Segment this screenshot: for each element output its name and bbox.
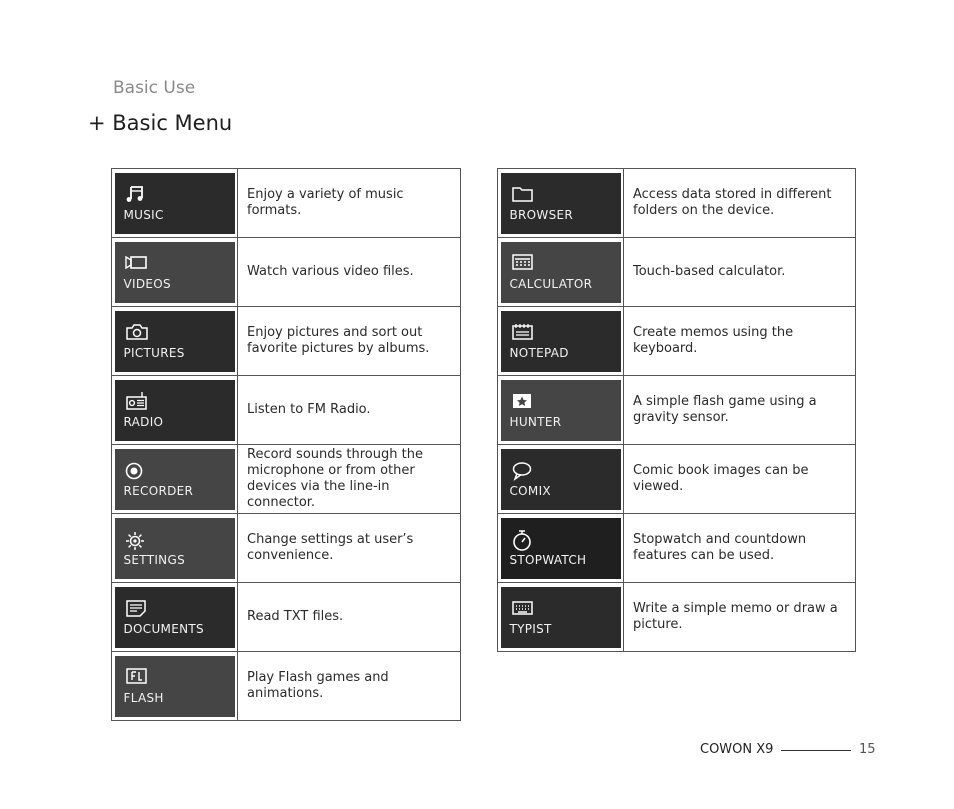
calculator-tile	[501, 242, 621, 303]
stopwatch-icon	[511, 529, 535, 553]
keyboard-icon	[511, 598, 535, 618]
flash-icon	[125, 667, 149, 687]
stopwatch-tile	[501, 518, 621, 579]
item-description: Comic book images can be viewed.	[633, 463, 809, 494]
left-menu-table	[111, 168, 461, 721]
table-row	[112, 445, 460, 514]
videos-tile	[115, 242, 235, 303]
item-description: Write a simple memo or draw a picture.	[633, 601, 838, 632]
camera-icon	[125, 322, 149, 342]
tile-label: RADIO	[123, 414, 164, 429]
tile-label: RECORDER	[123, 483, 194, 498]
table-row	[112, 307, 460, 376]
table-row	[498, 583, 855, 651]
documents-tile	[115, 587, 235, 648]
settings-tile	[115, 518, 235, 579]
table-row	[498, 445, 855, 514]
calculator-icon	[511, 253, 535, 273]
table-row	[112, 376, 460, 445]
item-description: Touch-based calculator.	[633, 264, 786, 279]
footer-divider	[781, 750, 851, 751]
item-description: Listen to FM Radio.	[247, 402, 371, 417]
item-description: Stopwatch and countdown features can be used.	[633, 532, 807, 563]
document-icon	[125, 598, 149, 618]
item-description: Watch various video files.	[247, 264, 414, 279]
comix-tile	[501, 449, 621, 510]
item-description: Enjoy a variety of music formats.	[247, 187, 404, 218]
table-row	[498, 514, 855, 583]
item-description: Record sounds through the microphone or from other devices via the line-in connector.	[247, 447, 423, 510]
recorder-tile	[115, 449, 235, 510]
music-tile	[115, 173, 235, 234]
folder-icon	[511, 184, 535, 204]
tile-label: DOCUMENTS	[123, 621, 204, 636]
tile-label: SETTINGS	[123, 552, 185, 567]
table-row	[112, 169, 460, 238]
tile-label: MUSIC	[123, 207, 164, 222]
item-description: A simple flash game using a gravity sensor.	[633, 394, 817, 425]
table-row	[498, 238, 855, 307]
speech-bubble-icon	[511, 460, 535, 482]
item-description: Change settings at user’s convenience.	[247, 532, 414, 563]
table-row	[112, 583, 460, 652]
video-camera-icon	[125, 253, 149, 273]
footer-brand: COWON X9	[700, 742, 774, 757]
right-menu-table	[497, 168, 856, 652]
flash-tile	[115, 656, 235, 717]
tile-label: COMIX	[509, 483, 551, 498]
section-label: Basic Use	[113, 78, 196, 98]
item-description: Play Flash games and animations.	[247, 670, 389, 701]
page-title: + Basic Menu	[88, 111, 233, 135]
table-row	[498, 169, 855, 238]
radio-tile	[115, 380, 235, 441]
table-row	[112, 652, 460, 720]
hunter-tile	[501, 380, 621, 441]
record-icon	[125, 460, 147, 482]
tile-label: BROWSER	[509, 207, 574, 222]
game-icon	[511, 391, 535, 411]
tile-label: FLASH	[123, 690, 164, 705]
music-note-icon	[125, 184, 147, 204]
tile-label: VIDEOS	[123, 276, 171, 291]
typist-tile	[501, 587, 621, 648]
tile-label: CALCULATOR	[509, 276, 593, 291]
radio-icon	[125, 391, 149, 413]
table-row	[112, 238, 460, 307]
table-row	[498, 307, 855, 376]
table-row	[112, 514, 460, 583]
item-description: Read TXT files.	[247, 609, 344, 624]
item-description: Access data stored in different folders on the device.	[633, 187, 832, 218]
tile-label: STOPWATCH	[509, 552, 587, 567]
tile-label: HUNTER	[509, 414, 562, 429]
page-number: 15	[859, 742, 876, 757]
item-description: Create memos using the keyboard.	[633, 325, 794, 356]
pictures-tile	[115, 311, 235, 372]
browser-tile	[501, 173, 621, 234]
notepad-tile	[501, 311, 621, 372]
notepad-icon	[511, 322, 535, 342]
gear-icon	[125, 529, 149, 553]
tile-label: TYPIST	[509, 621, 552, 636]
table-row	[498, 376, 855, 445]
item-description: Enjoy pictures and sort out favorite pictures by albums.	[247, 325, 430, 356]
tile-label: PICTURES	[123, 345, 185, 360]
tile-label: NOTEPAD	[509, 345, 569, 360]
